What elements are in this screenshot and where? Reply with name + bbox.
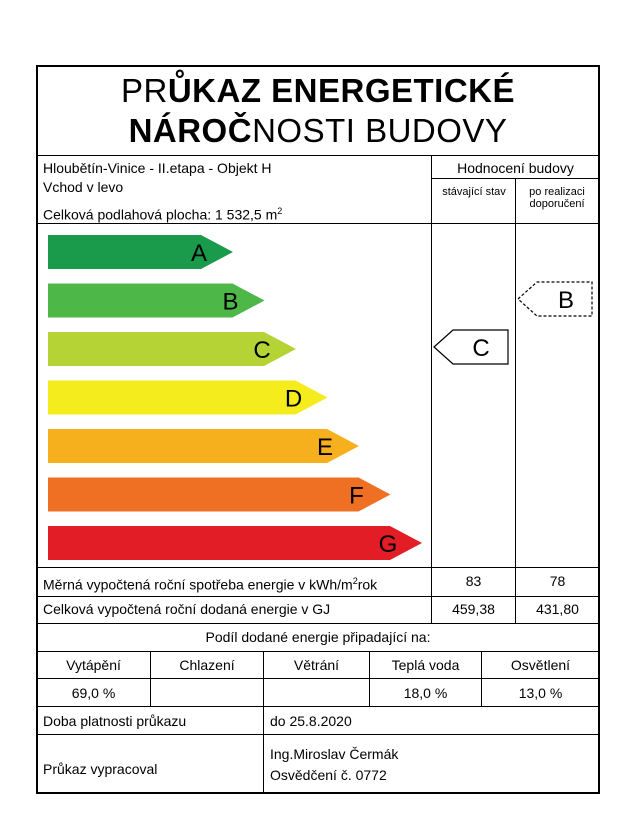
energy-class-label-a: A [190,240,208,267]
energy-class-label-g: G [378,531,398,558]
divider [515,178,516,623]
after-rating-label: B [557,287,575,314]
divider [37,623,599,624]
author-certificate: Osvědčení č. 0772 [270,767,387,783]
share-col-ventilation: Větrání [293,657,340,673]
divider [37,678,599,679]
specific-energy-after: 78 [549,573,566,589]
share-val-hot-water: 18,0 % [403,685,448,701]
floor-area [43,203,282,223]
energy-class-bar-f [48,478,391,512]
author-label: Průkaz vypracoval [43,761,158,777]
divider [37,706,599,707]
building-entrance: Vchod v levo [43,179,124,195]
total-energy-after: 431,80 [536,601,579,617]
rating-header: Hodnocení budovy [457,160,574,176]
validity-value: do 25.8.2020 [270,713,352,729]
share-col-lighting: Osvětlení [510,657,571,673]
specific-energy-label [43,573,377,593]
floor-area-sup: 2 [277,206,283,216]
energy-class-label-d: D [284,385,303,413]
energy-class-label-c: C [253,337,271,364]
share-header: Podíl dodané energie připadající na: [205,629,431,645]
energy-class-label-e: E [316,434,334,461]
specific-energy-current: 83 [465,573,482,589]
energy-class-scale [38,224,430,566]
col-after-header: po realizaci doporučení [529,186,585,210]
energy-class-bar-g [48,526,422,560]
title-part-bold: ŮKAZ ENERGETICKÉ [167,72,516,109]
share-val-lighting: 13,0 % [518,685,563,701]
share-val-heating: 69,0 % [71,685,116,701]
floor-area-label: Celková podlahová plocha: 1 532,5 m [43,206,278,223]
share-col-hot-water: Teplá voda [391,657,460,673]
share-col-heating: Vytápění [66,657,121,673]
specific-energy-sup: 2 [352,576,358,586]
energy-class-label-b: B [222,288,239,316]
divider [37,651,599,652]
specific-energy-unit: rok [357,576,378,593]
share-col-cooling: Chlazení [179,657,235,673]
divider [431,155,432,623]
title-part: PR [120,72,168,109]
energy-class-bar-e [48,429,359,463]
validity-label: Doba platnosti průkazu [43,713,187,729]
total-energy-label: Celková vypočtená roční dodaná energie v GJ [43,601,331,617]
current-rating-label: C [472,335,490,362]
specific-energy-text: Měrná vypočtená roční spotřeba energie v kWh/m [43,576,353,593]
current-rating-arrow [432,328,514,368]
col-current-header: stávající stav [442,186,506,198]
title-part: NOSTI BUDOVY [252,112,508,149]
after-rating-arrow [516,280,596,320]
divider [37,155,599,156]
title-part-bold: NÁROČ [128,112,253,149]
total-energy-current: 459,38 [452,601,495,617]
building-name: Hloubětín-Vinice - II.etapa - Objekt H [43,160,272,176]
energy-class-label-f: F [349,482,364,510]
author-name: Ing.Miroslav Čermák [270,746,399,762]
divider [37,734,599,735]
